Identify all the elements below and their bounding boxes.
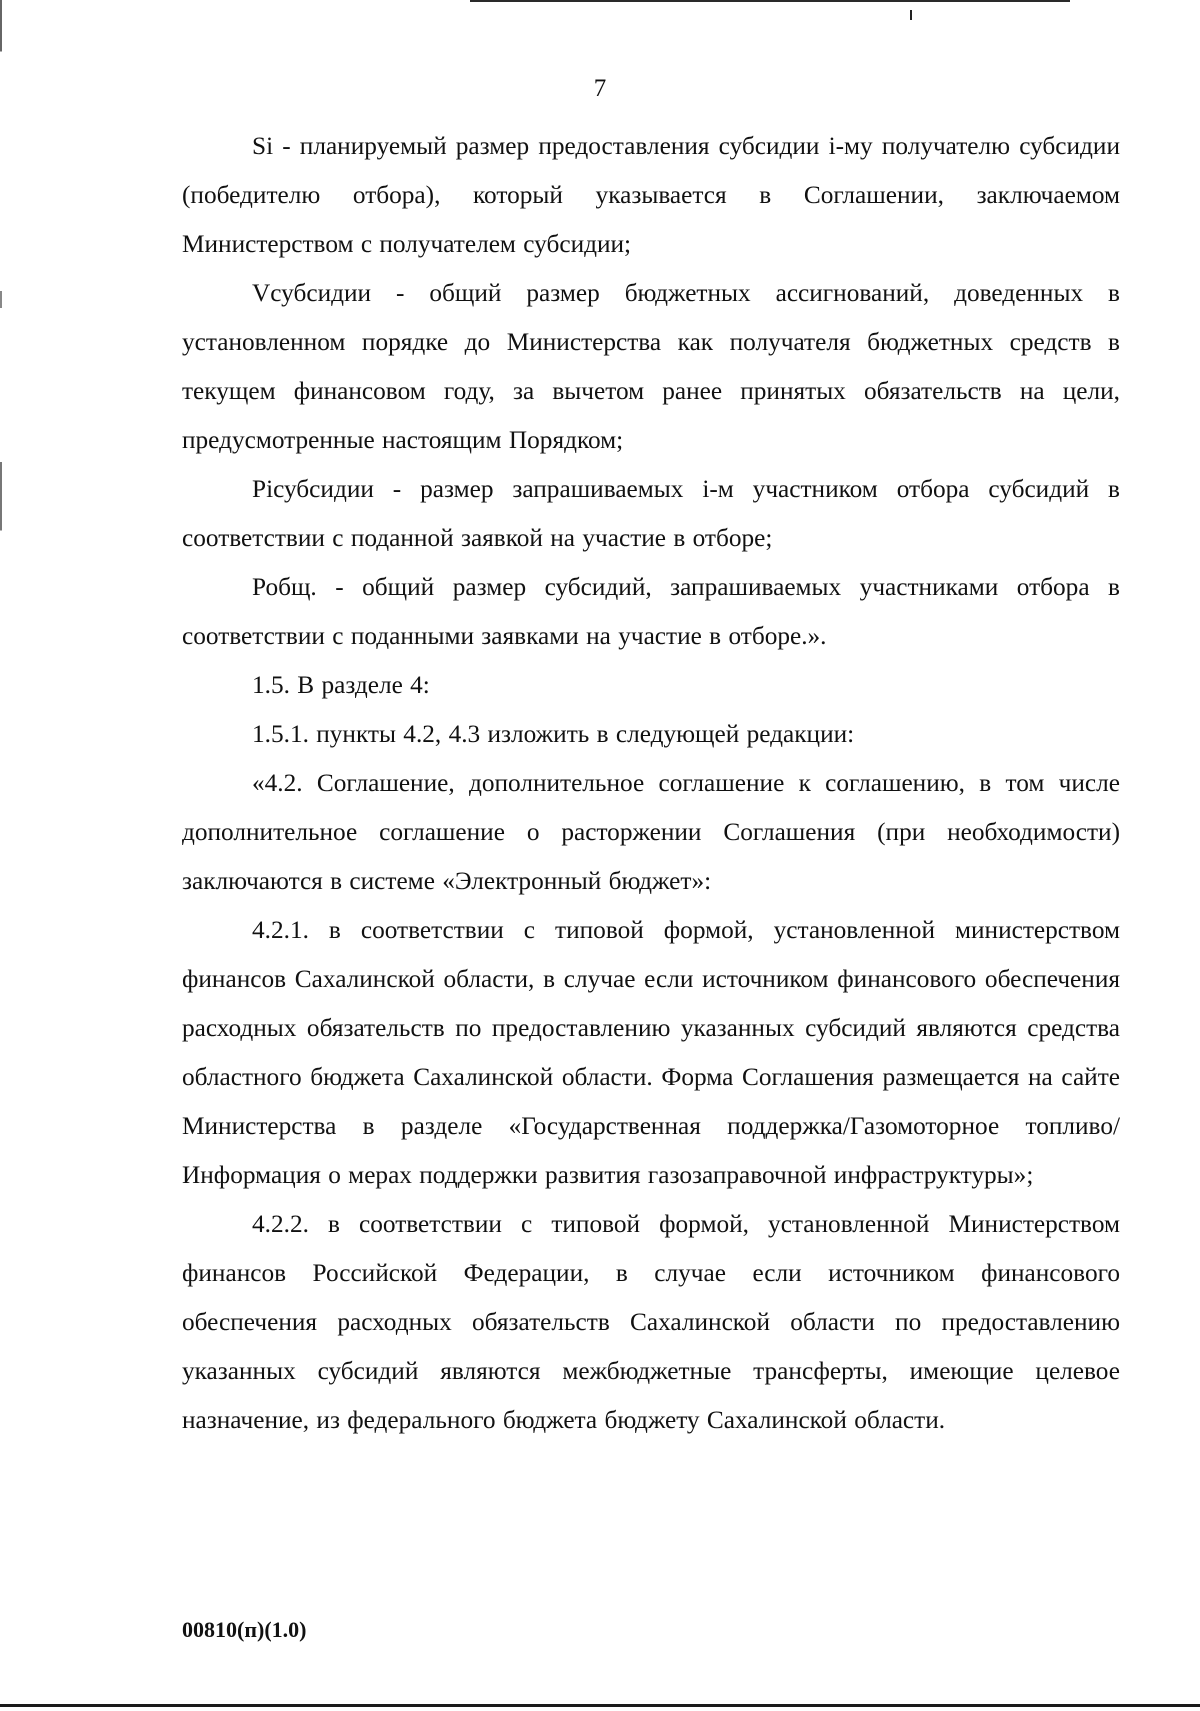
paragraph-section-1-5: 1.5. В разделе 4: xyxy=(252,671,430,699)
scan-left-border xyxy=(0,0,2,1711)
document-body xyxy=(182,122,1120,1445)
paragraph-clause-4-2-2: 4.2.2. в соответствии с типовой формой, установленной Министерством финансов Российской Федерации, в случае если источником финансового обеспечения расходных обязательств Сахалинской области по предоставлению указанных субсидий являются межбюджетные трансферты, имеющие целевое назначение, из федерального бюджета бюджету Сахалинской области. xyxy=(182,1210,1120,1434)
scan-bottom-border xyxy=(0,1704,1200,1707)
paragraph-clause-4-2-1: 4.2.1. в соответствии с типовой формой, установленной министерством финансов Сахалинской области, в случае если источником финансового обеспечения расходных обязательств по предоставлению указанных субсидий являются средства областного бюджета Сахалинской области. Форма Соглашения размещается на сайте Министерства в разделе «Государственная поддержка/Газомоторное топливо/Информация о мерах поддержки развития газозаправочной инфраструктуры»; xyxy=(182,916,1120,1189)
scan-artifact-mark xyxy=(910,10,912,20)
paragraph-section-1-5-1: 1.5.1. пункты 4.2, 4.3 изложить в следующей редакции: xyxy=(252,720,855,748)
scan-top-border xyxy=(470,0,1070,2)
page-number: 7 xyxy=(593,75,607,102)
paragraph-clause-4-2: «4.2. Соглашение, дополнительное соглашение к соглашению, в том числе дополнительное соглашение о расторжении Соглашения (при необходимости) заключаются в системе «Электронный бюджет»: xyxy=(182,769,1120,895)
paragraph-pi-definition: Piсубсидии - размер запрашиваемых i-м участником отбора субсидий в соответствии с поданной заявкой на участие в отборе; xyxy=(182,475,1120,552)
paragraph-si-definition: Si - планируемый размер предоставления субсидии i-му получателю субсидии (победителю отбора), который указывается в Соглашении, заключаемом Министерством с получателем субсидии; xyxy=(182,132,1120,258)
paragraph-p-total-definition: Робщ. - общий размер субсидий, запрашиваемых участниками отбора в соответствии с поданными заявками на участие в отборе.». xyxy=(182,573,1120,650)
paragraph-v-definition: Vсубсидии - общий размер бюджетных ассигнований, доведенных в установленном порядке до Министерства как получателя бюджетных средств в текущем финансовом году, за вычетом ранее принятых обязательств на цели, предусмотренные настоящим Порядком; xyxy=(182,279,1120,454)
document-code: 00810(п)(1.0) xyxy=(182,1617,307,1642)
